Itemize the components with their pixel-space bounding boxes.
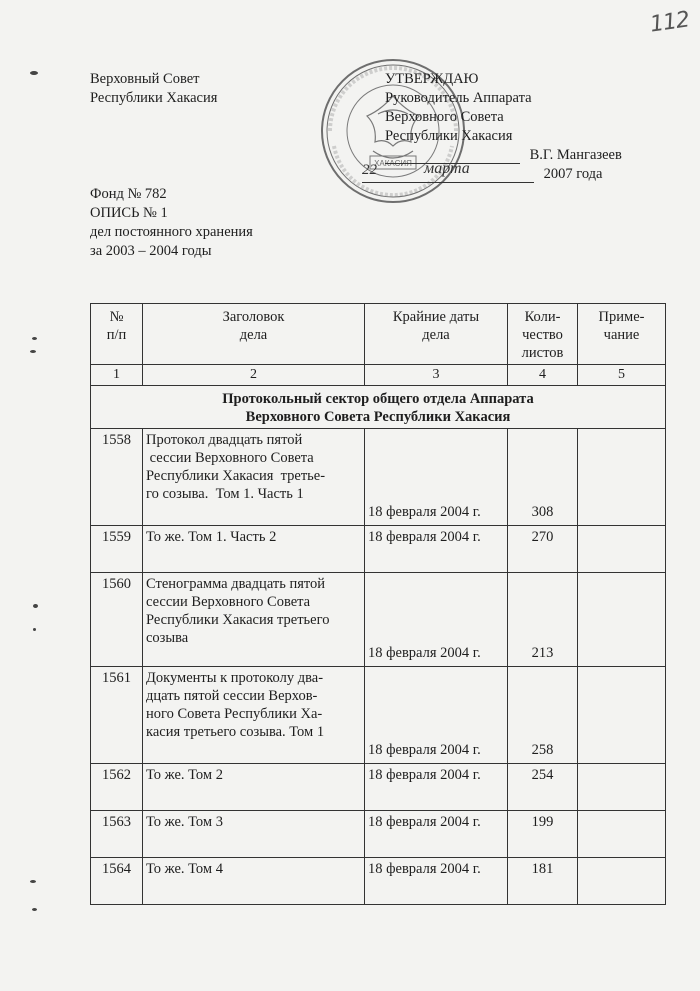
column-number: 5: [578, 365, 666, 386]
case-note: [578, 429, 666, 526]
case-title-line: То же. Том 1. Часть 2: [146, 529, 277, 545]
case-sheets-value: 270: [531, 529, 554, 545]
case-title-line: созыва: [146, 630, 189, 646]
scan-speck: [32, 908, 37, 911]
approval-line-1: Руководитель Аппарата: [385, 90, 532, 106]
case-title-line: сессии Верховного Совета: [146, 594, 311, 610]
case-dates-text: 18 февраля 2004 г.: [368, 529, 481, 545]
case-sheets: [508, 811, 578, 858]
table-row: [91, 667, 666, 764]
section-title: Протокольный сектор общего отдела Аппарата Верховного Совета Республики Хакасия: [91, 386, 666, 429]
case-dates-text: 18 февраля 2004 г.: [368, 814, 481, 830]
case-title-line: Республики Хакасия третьего: [146, 612, 330, 628]
case-number: 1560: [91, 573, 143, 667]
table-row: [91, 526, 666, 573]
case-dates-text: 18 февраля 2004 г.: [368, 767, 481, 783]
storage-type: дел постоянного хранения: [90, 224, 253, 240]
case-number: 1558: [91, 429, 143, 526]
scan-speck: [33, 628, 36, 631]
case-title-line: дцать пятой сессии Верхов-: [146, 688, 318, 704]
approval-line-3: Республики Хакасия: [385, 128, 513, 144]
case-title: [143, 573, 365, 667]
case-title-line: го созыва. Том 1. Часть 1: [146, 486, 304, 502]
case-sheets: [508, 429, 578, 526]
case-title: [143, 811, 365, 858]
case-sheets-value: 199: [531, 814, 554, 830]
header-sheets: Коли- чество листов: [508, 304, 578, 365]
table-row: [91, 764, 666, 811]
case-title-line: Стенограмма двадцать пятой: [146, 576, 326, 592]
case-title-line: Документы к протоколу два-: [146, 670, 324, 686]
case-title-line: Республики Хакасия третье-: [146, 468, 326, 484]
case-sheets: [508, 573, 578, 667]
case-title: [143, 526, 365, 573]
case-sheets: [508, 526, 578, 573]
org-line-2: Республики Хакасия: [90, 90, 218, 106]
table-row: [91, 573, 666, 667]
seal-center-text: ХАКАСИЯ: [374, 159, 412, 168]
case-sheets: [508, 858, 578, 905]
column-number: 2: [143, 365, 365, 386]
case-dates: [365, 858, 508, 905]
table-header-row: [91, 304, 666, 365]
organization-header: [90, 70, 217, 108]
signatory-name: В.Г. Мангазеев: [529, 147, 622, 163]
header-number: № п/п: [91, 304, 143, 365]
case-number: 1562: [91, 764, 143, 811]
inventory-rows: [91, 429, 666, 905]
inventory-table: [90, 303, 666, 905]
case-dates: [365, 526, 508, 573]
case-note: [578, 858, 666, 905]
case-title: [143, 429, 365, 526]
case-sheets-value: 181: [531, 861, 554, 877]
case-dates-text: 18 февраля 2004 г.: [368, 861, 481, 877]
case-note: [578, 811, 666, 858]
case-title: [143, 667, 365, 764]
case-dates-text: 18 февраля 2004 г.: [368, 645, 481, 661]
case-sheets-value: 308: [531, 504, 554, 520]
case-sheets-value: 258: [531, 742, 554, 758]
inventory-number: ОПИСЬ № 1: [90, 205, 168, 221]
case-number: 1564: [91, 858, 143, 905]
case-sheets: [508, 764, 578, 811]
column-number: 4: [508, 365, 578, 386]
case-title-line: То же. Том 2: [146, 767, 223, 783]
fond-number: Фонд № 782: [90, 186, 167, 202]
case-title-line: касия третьего созыва. Том 1: [146, 724, 325, 740]
case-sheets: [508, 667, 578, 764]
case-sheets-value: 213: [531, 645, 554, 661]
case-dates: [365, 573, 508, 667]
case-title-line: ного Совета Республики Ха-: [146, 706, 323, 722]
case-sheets-value: 254: [531, 767, 554, 783]
period: за 2003 – 2004 годы: [90, 243, 212, 259]
signature-row: [385, 147, 622, 164]
handwritten-page-number: 112: [648, 7, 691, 38]
case-dates: [365, 811, 508, 858]
case-note: [578, 526, 666, 573]
header-dates: Крайние даты дела: [365, 304, 508, 365]
header-title: Заголовок дела: [143, 304, 365, 365]
scan-speck: [33, 604, 38, 608]
header-note: Приме- чание: [578, 304, 666, 365]
case-title: [143, 764, 365, 811]
case-note: [578, 667, 666, 764]
fond-info: [90, 185, 253, 261]
approval-line-2: Верховного Совета: [385, 109, 504, 125]
scan-speck: [30, 350, 36, 353]
column-number: 3: [365, 365, 508, 386]
case-number: 1559: [91, 526, 143, 573]
handwritten-month: марта: [424, 160, 470, 177]
table-row: [91, 429, 666, 526]
approval-year: 2007 года: [543, 166, 603, 182]
scan-speck: [30, 71, 38, 75]
table-row: [91, 811, 666, 858]
case-dates-text: 18 февраля 2004 г.: [368, 742, 481, 758]
case-title-line: сессии Верховного Совета: [146, 450, 314, 466]
section-heading-row: [91, 386, 666, 429]
case-dates: [365, 667, 508, 764]
case-number: 1563: [91, 811, 143, 858]
column-number-row: [91, 365, 666, 386]
case-title-line: То же. Том 3: [146, 814, 223, 830]
case-title-line: То же. Том 4: [146, 861, 223, 877]
approval-block: [385, 70, 685, 146]
case-dates: [365, 429, 508, 526]
table-row: [91, 858, 666, 905]
case-dates: [365, 764, 508, 811]
case-number: 1561: [91, 667, 143, 764]
column-number: 1: [91, 365, 143, 386]
handwritten-day: 22: [362, 162, 377, 178]
approval-title: УТВЕРЖДАЮ: [385, 71, 479, 87]
case-title-line: Протокол двадцать пятой: [146, 432, 303, 448]
case-note: [578, 573, 666, 667]
org-line-1: Верховный Совет: [90, 71, 200, 87]
case-note: [578, 764, 666, 811]
case-dates-text: 18 февраля 2004 г.: [368, 504, 481, 520]
scan-speck: [32, 337, 37, 340]
scan-speck: [30, 880, 36, 883]
case-title: [143, 858, 365, 905]
